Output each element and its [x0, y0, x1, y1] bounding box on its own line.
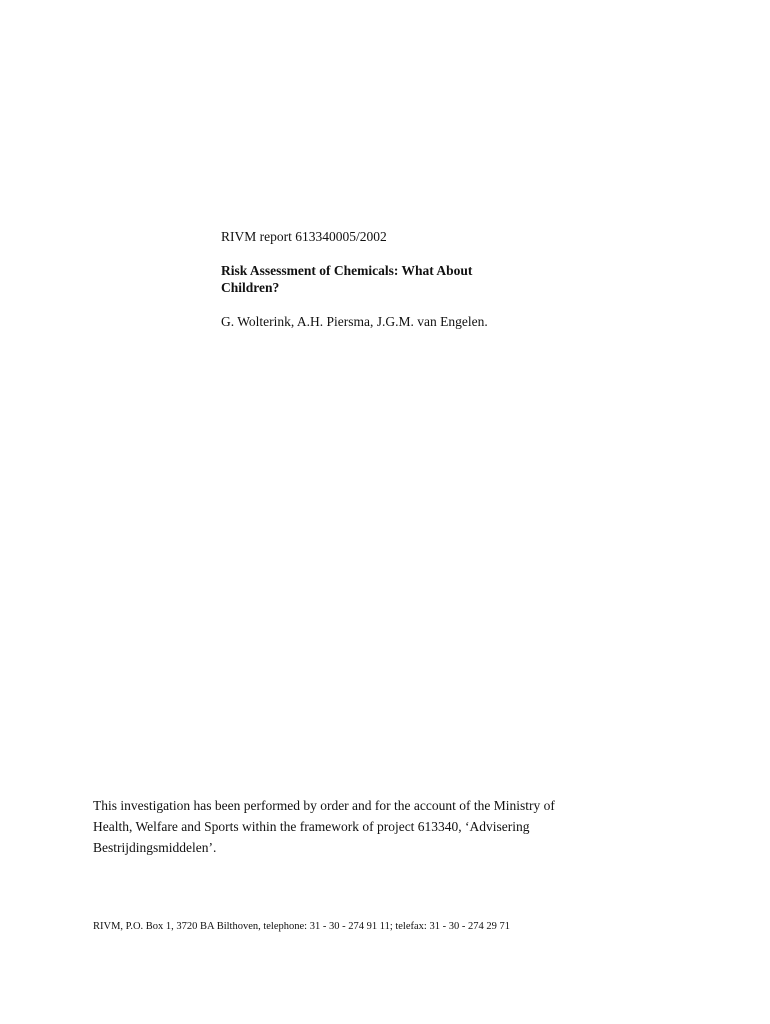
investigation-line-2: Health, Welfare and Sports within the framework of project 613340, ‘Advisering	[93, 819, 530, 834]
report-title-line-1: Risk Assessment of Chemicals: What About	[221, 263, 473, 278]
investigation-line-3: Bestrijdingsmiddelen’.	[93, 840, 217, 855]
report-title-line-2: Children?	[221, 280, 280, 295]
investigation-line-1: This investigation has been performed by order and for the account of the Ministry of	[93, 798, 555, 813]
footer-address: RIVM, P.O. Box 1, 3720 BA Bilthoven, telephone: 31 - 30 - 274 91 11; telefax: 31 - 30 - 274 29 71	[93, 921, 510, 932]
report-authors: G. Wolterink, A.H. Piersma, J.G.M. van Engelen.	[221, 314, 488, 329]
report-title	[221, 262, 541, 296]
report-number: RIVM report 613340005/2002	[221, 229, 387, 244]
investigation-statement	[93, 795, 653, 858]
